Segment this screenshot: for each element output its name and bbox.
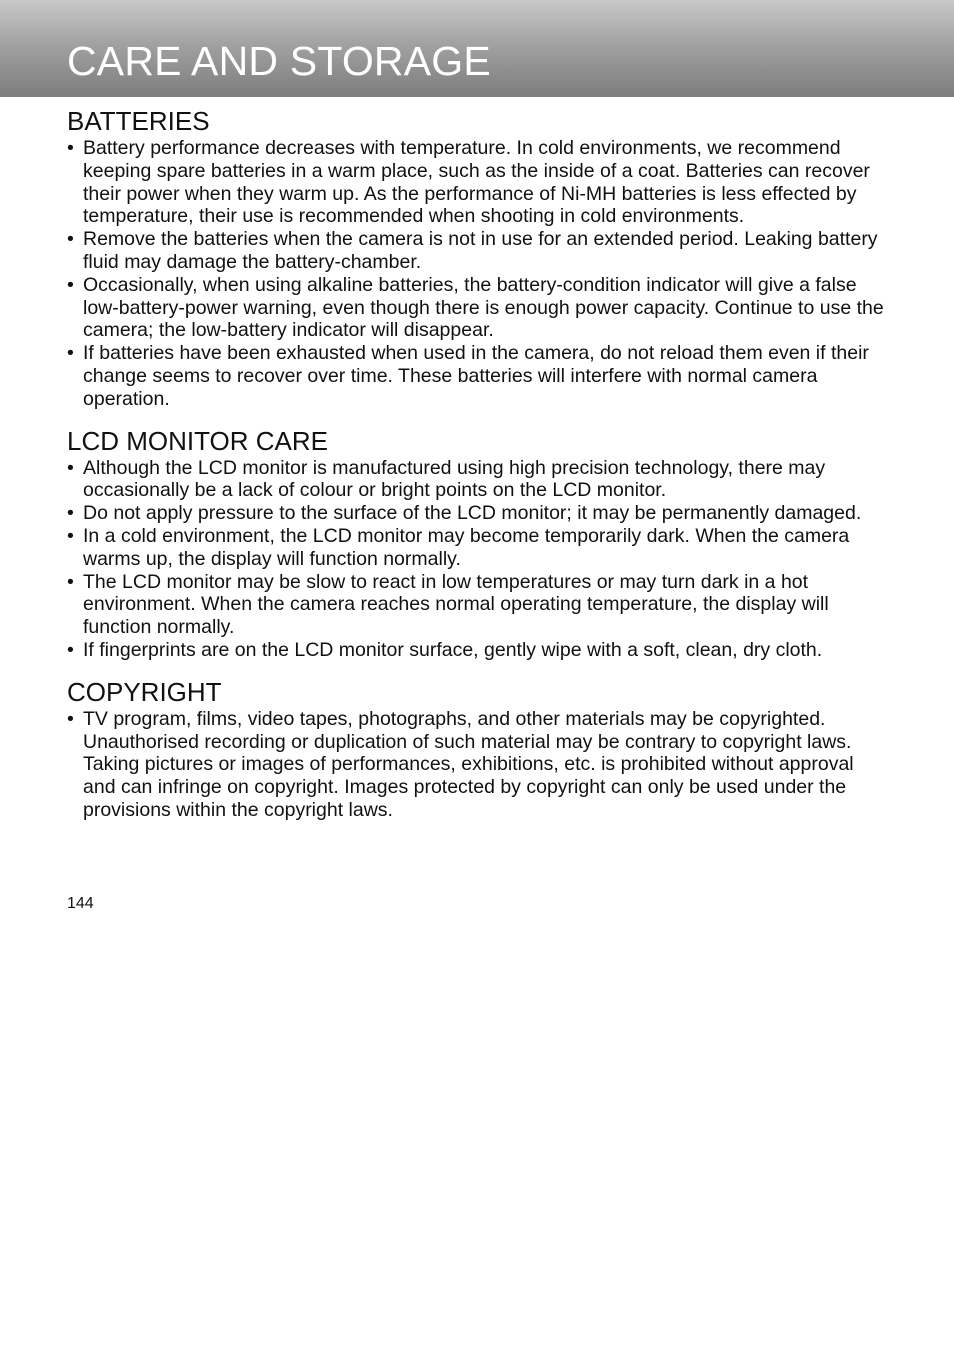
bullet-item: • Battery performance decreases with temperature. In cold environments, we recommend keeping spare batteries in a warm place, such as the inside of a coat. Batteries can recover their power when they warm up. As the performance of Ni-MH batteries is less effected by temperature, their use is recommended when shooting in cold environments. xyxy=(67,137,887,228)
bullet-item: • TV program, films, video tapes, photographs, and other materials may be copyrighted. Unauthorised recording or duplication of such material may be contrary to copyright laws. Taking pictures or images of performances, exhibitions, etc. is prohibited without approval and can infringe on copyright. Images protected by copyright can only be used under the provisions within the copyright laws. xyxy=(67,708,887,822)
header-band xyxy=(0,0,954,97)
bullet-item: • If fingerprints are on the LCD monitor surface, gently wipe with a soft, clean, dry cloth. xyxy=(67,639,887,662)
bullet-list-batteries xyxy=(67,137,887,411)
section-heading-batteries: BATTERIES xyxy=(67,106,210,136)
bullet-item: • The LCD monitor may be slow to react in low temperatures or may turn dark in a hot environment. When the camera reaches normal operating temperature, the display will function normally. xyxy=(67,571,887,639)
bullet-item: • Remove the batteries when the camera is not in use for an extended period. Leaking battery fluid may damage the battery-chamber. xyxy=(67,228,887,274)
section-heading-copyright: COPYRIGHT xyxy=(67,676,222,707)
bullet-item: • Occasionally, when using alkaline batteries, the battery-condition indicator will give a false low-battery-power warning, even though there is enough power capacity. Continue to use the camera; the low-battery indicator will disappear. xyxy=(67,274,887,342)
section-lcd-monitor-care xyxy=(67,426,887,662)
page-title: CARE AND STORAGE xyxy=(67,38,491,84)
page-number: 144 xyxy=(67,895,94,912)
section-copyright xyxy=(67,677,887,822)
bullet-item: • In a cold environment, the LCD monitor may become temporarily dark. When the camera warms up, the display will function normally. xyxy=(67,525,887,571)
page-content xyxy=(67,106,887,822)
section-batteries xyxy=(67,106,887,411)
bullet-list-copyright xyxy=(67,708,887,822)
bullet-item: • Do not apply pressure to the surface of the LCD monitor; it may be permanently damaged. xyxy=(67,502,887,525)
bullet-list-lcd-monitor-care xyxy=(67,457,887,662)
section-heading-lcd-monitor-care: LCD MONITOR CARE xyxy=(67,425,328,456)
bullet-item: • Although the LCD monitor is manufactured using high precision technology, there may occasionally be a lack of colour or bright points on the LCD monitor. xyxy=(67,457,887,503)
bullet-item: • If batteries have been exhausted when used in the camera, do not reload them even if their change seems to recover over time. These batteries will interfere with normal camera operation. xyxy=(67,342,887,410)
